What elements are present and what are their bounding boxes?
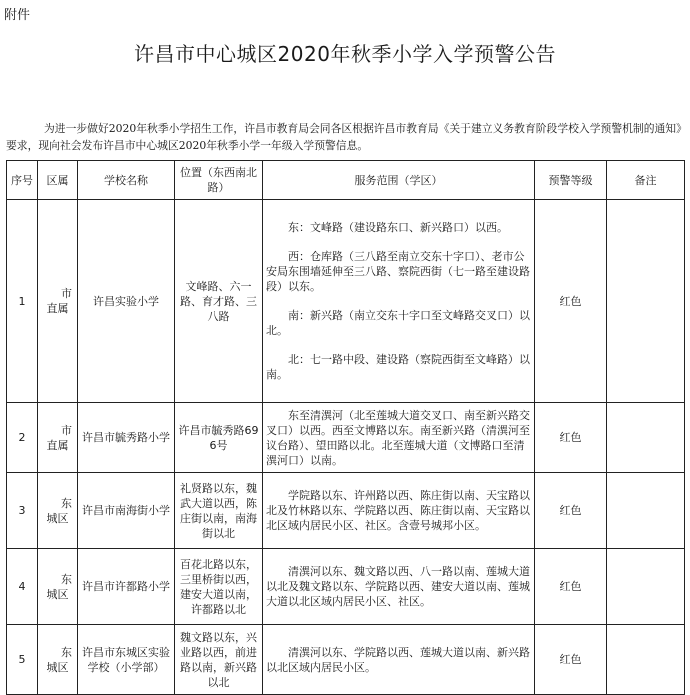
row-level: 红色 (535, 403, 607, 473)
row-district: 东城区 (38, 549, 78, 625)
row-remark (607, 549, 685, 625)
attachment-label: 附件 (4, 8, 31, 23)
header-index: 序号 (7, 161, 38, 200)
row-location: 许昌市毓秀路696号 (175, 403, 263, 473)
row-remark (607, 403, 685, 473)
row-school: 许昌市东城区实验学校（小学部） (78, 625, 175, 695)
service-text: 东至清潩河（北至莲城大道交叉口、南至新兴路交叉口）以西。西至文博路以东。南至新兴路（清潩河至议台路）、望田路以北。北至莲城大道（文博路口至清潩河口）以南。 (266, 408, 530, 467)
row-level: 红色 (535, 625, 607, 695)
table-row (7, 200, 685, 403)
page-title: 许昌市中心城区2020年秋季小学入学预警公告 (134, 42, 556, 66)
row-level: 红色 (535, 473, 607, 549)
warning-table (6, 160, 685, 695)
row-district: 市直属 (38, 403, 78, 473)
header-service: 服务范围（学区） (263, 161, 535, 200)
row-location: 文峰路、六一路、育才路、三八路 (175, 200, 263, 403)
row-service (263, 625, 535, 695)
row-remark (607, 200, 685, 403)
service-east: 东：文峰路（建设路东口、新兴路口）以西。 (288, 221, 508, 234)
service-north: 北：七一路中段、建设路（察院西街至文峰路）以南。 (266, 353, 530, 381)
row-school: 许昌实验小学 (78, 200, 175, 403)
row-location: 礼贤路以东，魏武大道以西，陈庄街以南，南海街以北 (175, 473, 263, 549)
row-service (263, 473, 535, 549)
row-service (263, 549, 535, 625)
row-level: 红色 (535, 549, 607, 625)
row-district: 东城区 (38, 625, 78, 695)
service-text: 清潩河以东、魏文路以西、八一路以南、莲城大道以北及魏文路以东、学院路以西、建安大道以南、莲城大道以北区域内居民小区、社区。 (266, 565, 530, 608)
header-level: 预警等级 (535, 161, 607, 200)
row-index: 3 (7, 473, 38, 549)
row-school: 许昌市南海街小学 (78, 473, 175, 549)
row-service (263, 403, 535, 473)
row-location: 百花北路以东，三里桥街以西，建安大道以南，许都路以北 (175, 549, 263, 625)
row-district: 市直属 (38, 200, 78, 403)
row-district: 东城区 (38, 473, 78, 549)
table-header-row (7, 161, 685, 200)
table-row (7, 625, 685, 695)
row-school: 许昌市毓秀路小学 (78, 403, 175, 473)
row-service (263, 200, 535, 403)
row-level: 红色 (535, 200, 607, 403)
header-remark: 备注 (607, 161, 685, 200)
table-row (7, 473, 685, 549)
header-location: 位置（东西南北路） (175, 161, 263, 200)
service-text: 清潩河以东、学院路以西、莲城大道以南、新兴路以北区域内居民小区。 (266, 645, 530, 674)
row-school: 许昌市许都路小学 (78, 549, 175, 625)
row-remark (607, 625, 685, 695)
row-remark (607, 473, 685, 549)
service-text: 学院路以东、许州路以西、陈庄街以南、天宝路以北及竹林路以东、学院路以西、陈庄街以南、天宝路以北区域内居民小区、社区。含壹号城邦小区。 (266, 489, 530, 532)
row-index: 2 (7, 403, 38, 473)
row-index: 4 (7, 549, 38, 625)
header-district: 区属 (38, 161, 78, 200)
row-location: 魏文路以东，兴业路以西，前进路以南，新兴路以北 (175, 625, 263, 695)
service-west: 西：仓库路（三八路至南立交东十字口）、老市公安局东围墙延伸至三八路、察院西街（七一路至建设路段）以东。 (266, 250, 530, 293)
intro-paragraph: 为进一步做好2020年秋季小学招生工作，许昌市教育局会同各区根据许昌市教育局《关于建立义务教育阶段学校入学预警机制的通知》要求，现向社会发布许昌市中心城区2020年秋季小学一年级入学预警信息。 (6, 122, 682, 152)
table-row (7, 549, 685, 625)
row-index: 1 (7, 200, 38, 403)
table-row (7, 403, 685, 473)
header-school: 学校名称 (78, 161, 175, 200)
row-index: 5 (7, 625, 38, 695)
service-south: 南：新兴路（南立交东十字口至文峰路交叉口）以北。 (266, 309, 530, 337)
